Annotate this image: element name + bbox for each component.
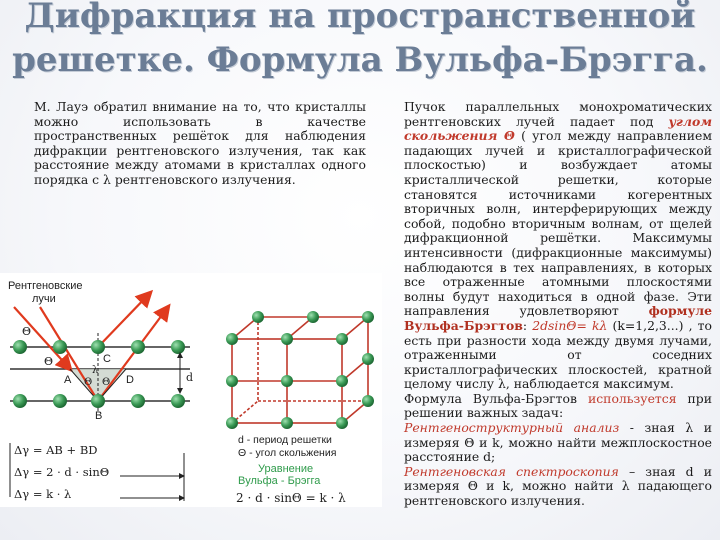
text-run: Формула Вульфа-Брэгтов bbox=[404, 390, 588, 406]
atom bbox=[91, 340, 105, 354]
legend-d: d - период решетки bbox=[238, 434, 332, 446]
angle-term: углом скольжения Θ bbox=[404, 113, 712, 144]
text-run: : bbox=[522, 317, 533, 333]
atom bbox=[336, 333, 348, 345]
atom bbox=[307, 311, 319, 323]
equation-2: Δγ = 2 · d · sinΘ bbox=[14, 465, 110, 479]
equation-title-1: Уравнение bbox=[258, 463, 314, 475]
point-d-label: D bbox=[126, 374, 134, 386]
structure-analysis-term: Рентгеноструктурный анализ bbox=[404, 420, 620, 436]
rays-label-2: лучи bbox=[32, 293, 56, 305]
equation-3: Δγ = k · λ bbox=[14, 487, 72, 501]
reflected-ray-1 bbox=[98, 293, 150, 347]
text-run: – зная d и измеряя Θ и k, можно найти λ падающего рентгеновского излучения. bbox=[404, 463, 712, 509]
used-term: используется bbox=[587, 390, 677, 406]
atom bbox=[171, 394, 185, 408]
atom bbox=[362, 311, 374, 323]
atom bbox=[362, 353, 374, 365]
spectroscopy-paragraph bbox=[404, 465, 712, 509]
text-run: Пучок параллельных монохроматических рентгеновских лучей падает под bbox=[404, 99, 712, 129]
atom bbox=[13, 340, 27, 354]
bragg-equation: 2 · d · sinΘ = k · λ bbox=[236, 491, 346, 505]
text-run: при решении важных задач: bbox=[404, 390, 712, 421]
d-label: d bbox=[186, 371, 194, 384]
text-run: (k=1,2,3...) , то есть при разности хода между двумя лучами, отраженными от соседних кристаллографических плоскостей, кратной целому числу λ, наблюдается максимум. bbox=[404, 317, 712, 392]
main-paragraph bbox=[404, 100, 712, 392]
theta-label: Θ bbox=[22, 325, 32, 338]
incident-ray-1 bbox=[14, 307, 70, 369]
bragg-diagram bbox=[0, 273, 382, 507]
equation-1: Δγ = AB + BD bbox=[14, 443, 98, 457]
text-run: ( угол между направлением падающих лучей и кристаллографической плоскостью) и возбуждает атомы кристаллической решетки, которые становятся источниками когерентных вторичных волн, интерферирующих между собой, подобно вторичным волнам, от щелей дифракционной решётки. Максимумы интенсивности (дифракционные максимумы) наблюдаются в тех направлениях, в которых все отраженные атомными плоскостями волны будут находиться в одной фазе. Эти направления удовлетворяют bbox=[404, 128, 712, 319]
left-paragraph: М. Лауэ обратил внимание на то, что кристаллы можно использовать в качестве пространственных решёток для наблюдения дифракции рентгеновского излучения, так как расстояние между атомами в кристаллах одного порядка с λ рентгеновского излучения. bbox=[34, 99, 366, 187]
usage-paragraph bbox=[404, 392, 712, 421]
point-b-label: B bbox=[95, 410, 103, 422]
structure-analysis-paragraph bbox=[404, 421, 712, 465]
crystal-lattice bbox=[232, 317, 368, 423]
bragg-figure bbox=[0, 273, 382, 507]
theta-label: Θ bbox=[44, 355, 54, 368]
atom bbox=[362, 395, 374, 407]
atom bbox=[53, 394, 67, 408]
theta-label: Θ bbox=[84, 377, 93, 388]
right-text-block bbox=[404, 100, 712, 509]
spectroscopy-term: Рентгеновская спектроскопия bbox=[404, 463, 619, 479]
atom bbox=[281, 333, 293, 345]
atom bbox=[53, 340, 67, 354]
atom bbox=[281, 375, 293, 387]
atom bbox=[336, 417, 348, 429]
title-line-2: решетке. Формула Вульфа-Брэгга. bbox=[12, 40, 708, 80]
text-run: - зная λ и измеряя Θ и k, можно найти межплоскостное расстояние d; bbox=[404, 420, 712, 465]
atom bbox=[131, 394, 145, 408]
atom bbox=[171, 340, 185, 354]
atom bbox=[226, 417, 238, 429]
formula-inline: 2dsinΘ= kλ bbox=[532, 317, 608, 333]
atom bbox=[281, 417, 293, 429]
atom bbox=[13, 394, 27, 408]
atom bbox=[91, 394, 105, 408]
atom bbox=[226, 333, 238, 345]
point-c-label: C bbox=[103, 353, 111, 365]
atom bbox=[252, 311, 264, 323]
lambda-label: λ bbox=[92, 365, 99, 376]
rays-label-1: Рентгеновские bbox=[8, 280, 83, 292]
theta-label: Θ bbox=[102, 377, 111, 388]
equation-title-2: Вульфа - Брэгга bbox=[238, 475, 321, 487]
legend-theta: Θ - угол скольжения bbox=[238, 447, 337, 459]
atom bbox=[131, 340, 145, 354]
atom bbox=[336, 375, 348, 387]
slide-title bbox=[0, 0, 720, 82]
title-line-1: Дифракция на пространственной bbox=[24, 0, 696, 36]
point-a-label: A bbox=[64, 374, 72, 386]
atom bbox=[226, 375, 238, 387]
formula-term: формуле Вульфа-Брэгтов bbox=[404, 303, 712, 333]
